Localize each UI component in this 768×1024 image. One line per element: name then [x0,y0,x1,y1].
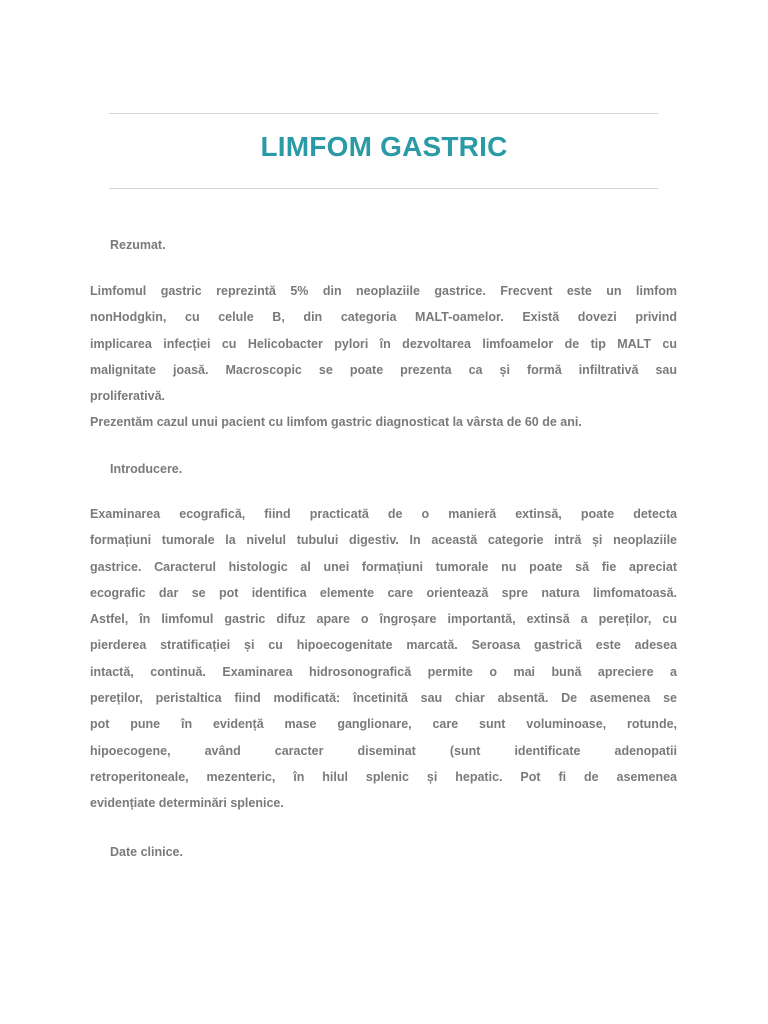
paragraph-line: pereților, peristaltica fiind modificată: încetinită sau chiar absentă. De asemenea se [90,691,677,706]
paragraph-line: hipoecogene, având caracter diseminat (sunt identificate adenopatii [90,743,677,758]
paragraph-line: malignitate joasă. Macroscopic se poate prezenta ca și formă infiltrativă sau [90,362,677,377]
heading-introducere: Introducere. [110,462,183,476]
paragraph-line: intactă, continuă. Examinarea hidrosonografică permite o mai bună apreciere a [90,664,677,679]
paragraph-line: gastrice. Caracterul histologic al unei formațiuni tumorale nu poate să fie apreciat [90,559,677,574]
paragraph-line: retroperitoneale, mezenteric, în hilul splenic și hepatic. Pot fi de asemenea [90,769,677,784]
paragraph-rezumat [90,278,677,436]
paragraph-line: implicarea infecției cu Helicobacter pylori în dezvoltarea limfoamelor de tip MALT cu [90,336,677,351]
paragraph-introducere [90,501,677,817]
paragraph-line: Prezentăm cazul unui pacient cu limfom gastric diagnosticat la vârsta de 60 de ani. [90,415,582,430]
paragraph-line: Examinarea ecografică, fiind practicată de o manieră extinsă, poate detecta [90,507,677,521]
paragraph-line: Astfel, în limfomul gastric difuz apare o îngroșare importantă, extinsă a pereților, cu [90,612,677,627]
title-rule-top [109,113,658,114]
paragraph-line: evidențiate determinări splenice. [90,796,284,811]
title-rule-bottom [109,188,658,189]
page-title: LIMFOM GASTRIC [260,131,508,162]
paragraph-line: ecografic dar se pot identifica elemente care orientează spre natura limfomatoasă. [90,585,677,600]
heading-date-clinice: Date clinice. [110,845,183,859]
paragraph-line: nonHodgkin, cu celule B, din categoria MALT-oamelor. Există dovezi privind [90,310,677,325]
paragraph-line: formațiuni tumorale la nivelul tubului digestiv. In această categorie intră și neoplaziile [90,533,677,548]
paragraph-line: proliferativă. [90,389,166,404]
paragraph-line: Limfomul gastric reprezintă 5% din neoplaziile gastrice. Frecvent este un limfom [90,284,677,298]
heading-rezumat: Rezumat. [110,238,166,252]
paragraph-line: pierderea stratificației și cu hipoecogenitate marcată. Seroasa gastrică este adesea [90,638,677,653]
paragraph-line: pot pune în evidență mase ganglionare, care sunt voluminoase, rotunde, [90,717,677,732]
